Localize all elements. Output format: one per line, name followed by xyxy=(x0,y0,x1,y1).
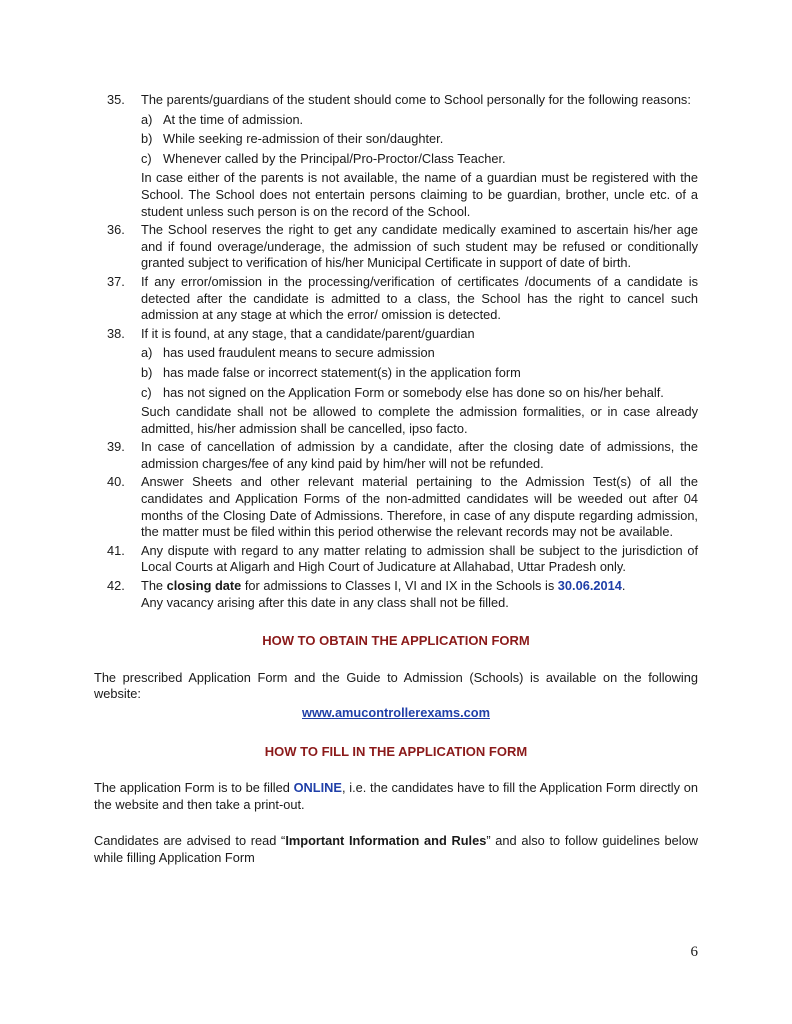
sub-letter: b) xyxy=(141,364,153,380)
rule-number: 40. xyxy=(107,474,125,490)
obtain-paragraph: The prescribed Application Form and the Guide to Admission (Schools) is available on the following website: xyxy=(94,669,698,702)
text-run: The xyxy=(141,578,167,594)
website-link[interactable]: www.amucontrollerexams.com xyxy=(302,705,490,720)
rule-item-40 xyxy=(94,474,698,540)
rule-item-36 xyxy=(94,222,698,272)
page-number: 6 xyxy=(690,944,698,960)
rule-number: 38. xyxy=(107,325,125,341)
sub-text: At the time of admission. xyxy=(163,111,304,127)
sub-item xyxy=(141,365,698,382)
online-emphasis: ONLINE xyxy=(293,780,342,796)
text-run: ” and also to follow guidelines below while filling Application Form xyxy=(94,833,698,865)
sub-text: has not signed on the Application Form or somebody else has done so on his/her behalf. xyxy=(163,384,664,400)
rule-note: Such candidate shall not be allowed to complete the admission formalities, or in case already admitted, his/her admission shall be cancelled, ipso facto. xyxy=(141,404,698,436)
rule-text: The School reserves the right to get any candidate medically examined to ascertain his/her age and if found overage/underage, the admission of such student may be refused or conditionally granted subject to verification of his/her Municipal Certificate in support of date of birth. xyxy=(141,222,698,271)
rule-number: 42. xyxy=(107,578,125,594)
rule-number: 37. xyxy=(107,273,125,289)
rules-emphasis: Important Information and Rules xyxy=(285,833,487,849)
sub-text: has used fraudulent means to secure admission xyxy=(163,345,435,361)
rule-body xyxy=(141,326,698,438)
rule-text-line2: Any vacancy arising after this date in any class shall not be filled. xyxy=(141,594,509,610)
sub-text: While seeking re-admission of their son/daughter. xyxy=(163,131,444,147)
rule-item-37 xyxy=(94,274,698,324)
sub-letter: c) xyxy=(141,384,152,400)
text-run: . xyxy=(621,578,626,594)
text-run: The application Form is to be filled xyxy=(94,780,294,796)
rule-text: If any error/omission in the processing/verification of certificates /documents of a candidate is detected after the candidate is admitted to a class, the School has the right to cancel such admission at any stage at which the error/ omission is detected. xyxy=(141,273,698,323)
rule-text: Answer Sheets and other relevant material pertaining to the Admission Test(s) of all the candidates and Application Forms of the non-admitted candidates will be weeded out after 04 months of the Closing Date of Admissions. Therefore, in case of any dispute regarding admission, the matter must be filed within this period otherwise the relevant records may not be available. xyxy=(141,474,698,540)
rule-item-42 xyxy=(94,578,698,611)
text-run: Candidates are advised to read “ xyxy=(94,833,286,849)
rule-number: 41. xyxy=(107,542,125,558)
rule-item-41 xyxy=(94,543,698,576)
sub-letter: a) xyxy=(141,111,153,127)
section-heading-fill: HOW TO FILL IN THE APPLICATION FORM xyxy=(264,743,528,759)
sub-item xyxy=(141,385,698,402)
sub-item xyxy=(141,151,698,168)
rule-body xyxy=(141,92,698,220)
rule-item-38 xyxy=(94,326,698,438)
website-link-line xyxy=(94,705,698,722)
sub-text: Whenever called by the Principal/Pro-Proctor/Class Teacher. xyxy=(163,150,506,166)
rule-note: In case either of the parents is not available, the name of a guardian must be registered with the School. The School does not entertain persons claiming to be guardian, brother, uncle etc. of a student unless such person is on the record of the School. xyxy=(141,170,698,219)
rule-body xyxy=(141,578,698,611)
sub-letter: a) xyxy=(141,345,153,361)
text-run: for admissions to Classes I, VI and IX in the Schools is xyxy=(241,578,558,594)
sub-letter: b) xyxy=(141,131,153,147)
rule-text: In case of cancellation of admission by a candidate, after the closing date of admissions, the admission charges/fee of any kind paid by him/her will not be refunded. xyxy=(141,439,698,471)
rule-text: If it is found, at any stage, that a candidate/parent/guardian xyxy=(141,325,475,341)
closing-date-label: closing date xyxy=(166,578,242,594)
sub-text: has made false or incorrect statement(s) in the application form xyxy=(163,364,521,380)
rule-text: Any dispute with regard to any matter relating to admission shall be subject to the jurisdiction of Local Courts at Aligarh and High Court of Judicature at Allahabad, Uttar Pradesh only. xyxy=(141,542,698,575)
sub-letter: c) xyxy=(141,150,152,166)
fill-paragraph-1 xyxy=(94,780,698,813)
rule-number: 35. xyxy=(107,92,125,107)
closing-date-value: 30.06.2014 xyxy=(557,578,622,594)
text-run: , i.e. the candidates have to fill the Application Form directly on the website and then take a print-out. xyxy=(94,780,698,812)
rule-item-39 xyxy=(94,439,698,472)
sub-item xyxy=(141,345,698,362)
fill-paragraph-2 xyxy=(94,833,698,866)
sub-item xyxy=(141,131,698,148)
rule-number: 36. xyxy=(107,222,125,238)
sub-item xyxy=(141,112,698,129)
rule-text: The parents/guardians of the student should come to School personally for the following reasons: xyxy=(141,92,691,107)
rule-item-35 xyxy=(94,92,698,220)
rule-number: 39. xyxy=(107,439,125,455)
rule-text xyxy=(141,578,698,595)
section-heading-obtain: HOW TO OBTAIN THE APPLICATION FORM xyxy=(262,633,530,649)
